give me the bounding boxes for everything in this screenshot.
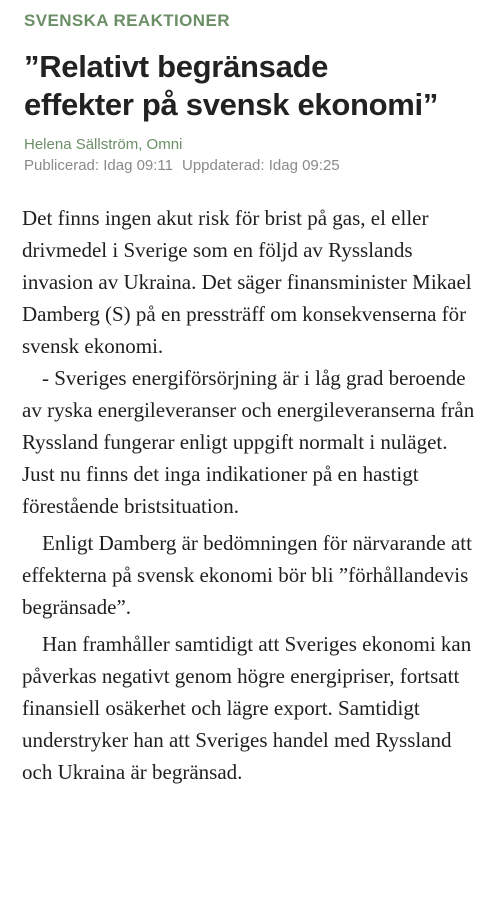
- body-paragraph-4: Han framhåller samtidigt att Sveriges ekonomi kan påverkas negativt genom högre energipriser, fortsatt finansiell osäkerhet och lägre export. Samtidigt understryker han att Sveriges handel med Ryssland och Ukraina är begränsad.: [22, 632, 472, 784]
- headline-line-1: ”Relativt begränsade: [24, 49, 329, 84]
- author-byline[interactable]: Helena Sällström, Omni: [24, 136, 183, 153]
- article-dates: [24, 157, 340, 174]
- body-paragraph-2: - Sveriges energiförsörjning är i låg grad beroende av ryska energileveranser och energileveranserna från Ryssland fungerar enligt uppgift normalt i nuläget. Just nu finns det inga indikationer på en hastigt förestående bristsituation.: [22, 366, 475, 518]
- headline-line-2: effekter på svensk ekonomi”: [24, 87, 439, 122]
- body-paragraph-3: Enligt Damberg är bedömningen för närvarande att effekterna på svensk ekonomi bör bli ”förhållandevis begränsade”.: [22, 531, 472, 619]
- section-kicker[interactable]: SVENSKA REAKTIONER: [24, 11, 230, 30]
- body-paragraph-1: Det finns ingen akut risk för brist på gas, el eller drivmedel i Sverige som en följd av Rysslands invasion av Ukraina. Det säger finansminister Mikael Damberg (S) på en pressträff om konsekvenserna för svensk ekonomi.: [22, 206, 472, 358]
- updated-timestamp: Uppdaterad: Idag 09:25: [182, 157, 340, 174]
- published-timestamp: Publicerad: Idag 09:11: [24, 157, 173, 174]
- article-headline: [24, 48, 494, 124]
- article-body: [22, 202, 482, 788]
